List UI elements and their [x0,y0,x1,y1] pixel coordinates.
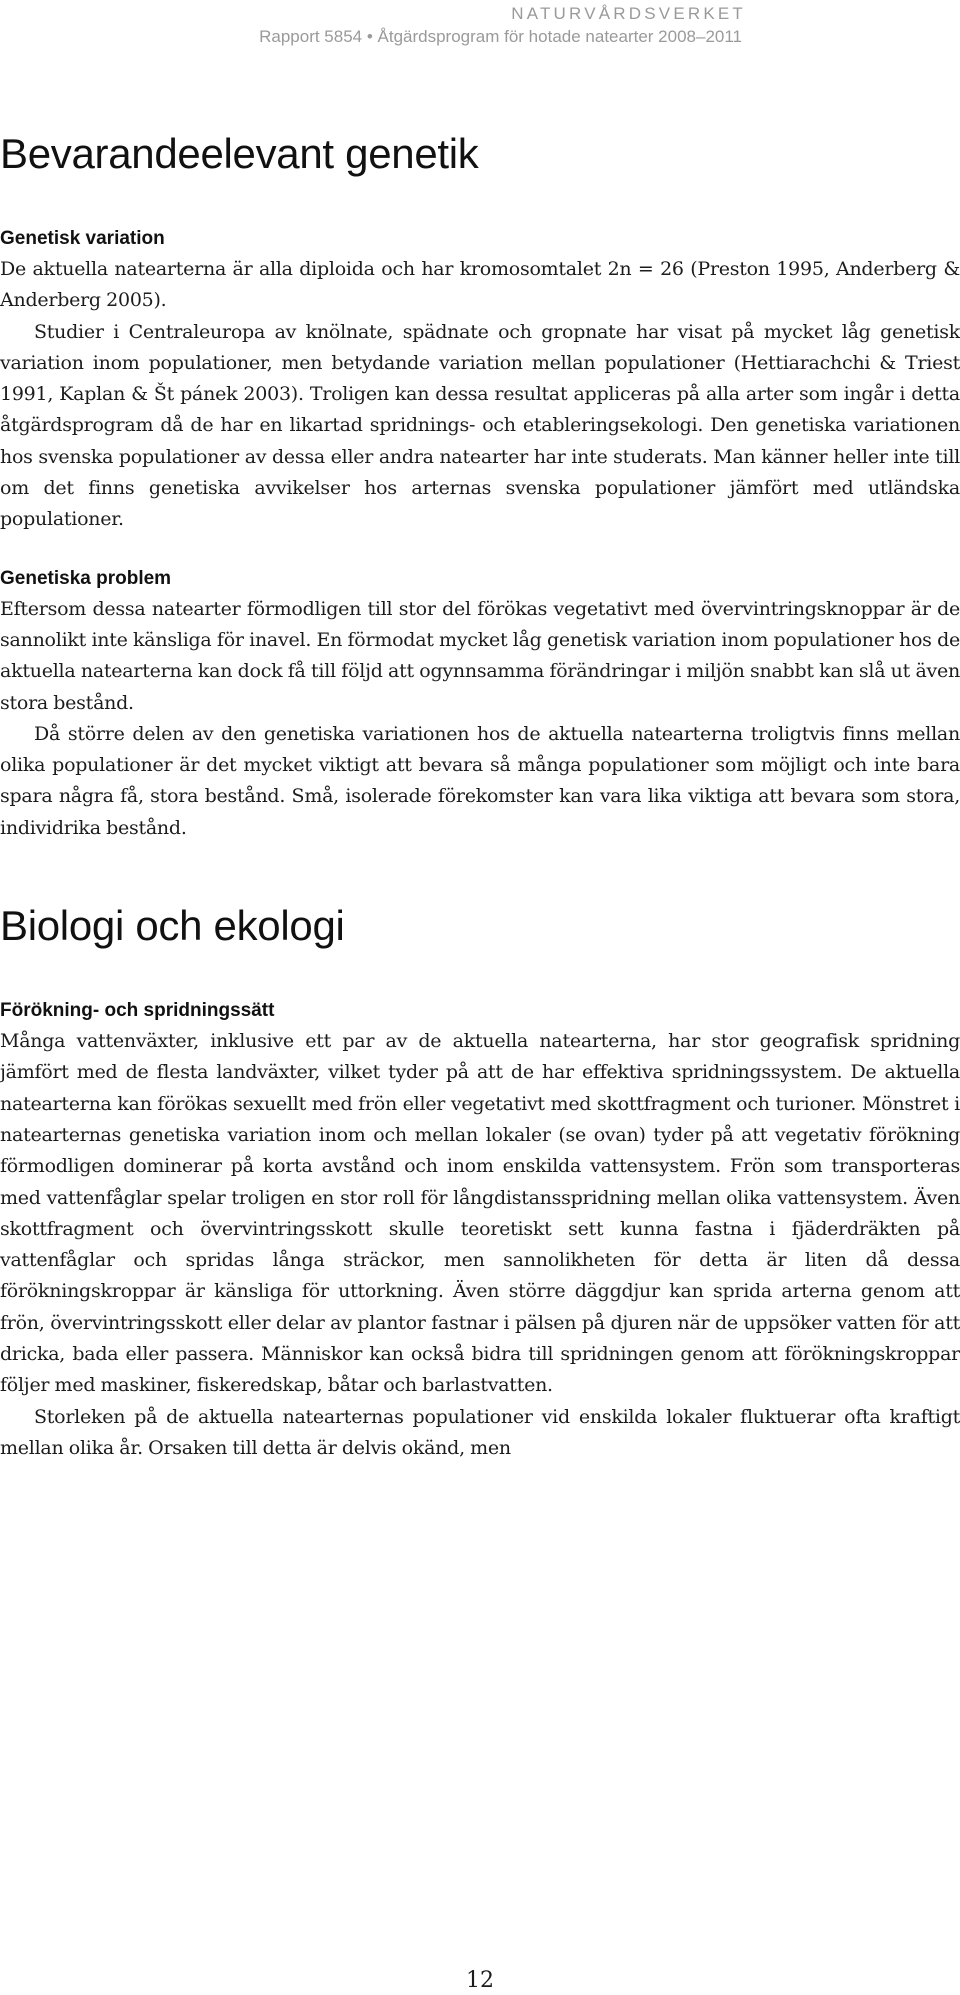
page-content [0,128,960,1464]
paragraph: Eftersom dessa natearter förmodligen till stor del förökas vegetativt med övervintringsknoppar är de sannolikt inte känsliga för inavel. En förmodat mycket låg genetisk variation inom populationer hos de aktuella natearterna kan dock få till följd att ogynnsamma förändringar i miljön snabbt kan slå ut även stora bestånd. [0,597,960,714]
paragraph: Storleken på de aktuella natearternas populationer vid enskilda lokaler fluktuerar ofta kraftigt mellan olika år. Orsaken till detta är delvis okänd, men [0,1405,960,1459]
subsection-title-forokning: Förökning- och spridningssätt [0,1000,275,1022]
header-organization: NATURVÅRDSVERKET [511,4,746,23]
paragraph: De aktuella natearterna är alla diploida och har kromosomtalet 2n = 26 (Preston 1995, Anderberg & Anderberg 2005). [0,258,960,312]
subsection-title-genetisk-variation: Genetisk variation [0,228,165,249]
paragraph: Då större delen av den genetiska variationen hos de aktuella natearterna troligtvis finns mellan olika populationer är det mycket viktigt att bevara så många populationer som möjligt och inte bara spara några få, stora bestånd. Små, isolerade förekomster kan vara lika viktiga att bevara som stora, individrika bestånd. [0,722,960,839]
header-report-title: Rapport 5854 • Åtgärdsprogram för hotade natearter 2008–2011 [259,27,742,46]
page-number: 12 [466,1968,494,1993]
paragraph: Studier i Centraleuropa av knölnate, spädnate och gropnate har visat på mycket låg genetisk variation inom populationer, men betydande variation mellan populationer (Hettiarachchi & Triest 1991, Kaplan & Št pánek 2003). Troligen kan dessa resultat appliceras på alla arter som ingår i detta åtgärdsprogram då de har en likartad spridnings- och etableringsekologi. Den genetiska variationen hos svenska populationer av dessa eller andra natearter har inte studerats. Man känner heller inte till om det finns genetiska avvikelser hos arternas svenska populationer jämfört med utländska populationer. [0,320,960,531]
section-heading-genetik: Bevarandeelevant genetik [0,130,479,177]
subsection-title-genetiska-problem: Genetiska problem [0,567,172,589]
section-heading-biologi: Biologi och ekologi [0,902,345,950]
paragraph: Många vattenväxter, inklusive ett par av de aktuella natearterna, har stor geografisk spridning jämfört med de flesta landväxter, vilket tyder på att de har effektiva spridningssystem. De aktuella natearterna kan förökas sexuellt med frön eller vegetativt med skottfragment och turioner. Mönstret i natearternas genetiska variation inom och mellan lokaler (se ovan) tyder på att vegetativ förökning förmodligen dominerar på korta avstånd och inom enskilda vattensystem. Frön som transporteras med vattenfåglar spelar troligen en stor roll för långdistansspridning mellan olika vattensystem. Även skottfragment och övervintringsskott skulle teoretiskt sett kunna fastna i fjäderdräkten på vattenfåglar och spridas långa sträckor, men sannolikheten för detta är liten då dessa förökningskroppar är känsliga för uttorkning. Även större däggdjur kan sprida arterna genom att frön, övervintringsskott eller delar av plantor fastnar i pälsen på djuren när de uppsöker vatten för att dricka, bada eller passera. Människor kan också bidra till spridningen genom att förökningskroppar följer med maskiner, fiskeredskap, båtar och barlastvatten. [0,1030,960,1397]
